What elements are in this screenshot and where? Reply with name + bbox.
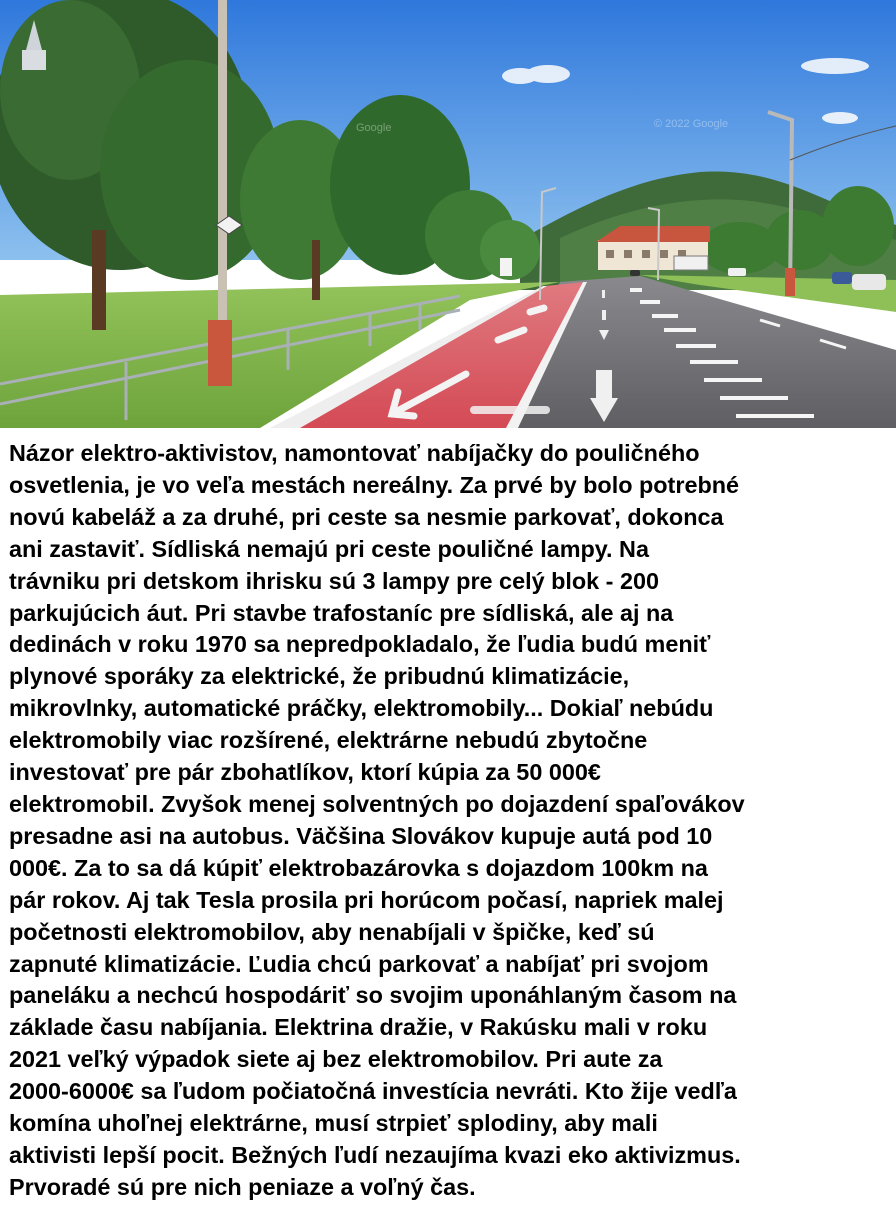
street-photo — [0, 0, 896, 428]
street-photo-drawing — [0, 0, 896, 428]
caption-text: Názor elektro-aktivistov, namontovať nabíjačky do pouličného osvetlenia, je vo veľa mestách nereálny. Za prvé by bolo potrebné novú kabeláž a za druhé, pri ceste sa nesmie parkovať, dokonca ani zastaviť. Sídliská nemajú pri ceste pouličné lampy. Na trávniku pri detskom ihrisku sú 3 lampy pre celý blok - 200 parkujúcich áut. Pri stavbe trafostaníc pre sídliská, ale aj na dedinách v roku 1970 sa nepredpokladalo, že ľudia budú meniť plynové sporáky za elektrické, že pribudnú klimatizácie, mikrovlnky, automatické práčky, elektromobily... Dokiaľ nebúdu elektromobily viac rozšírené, elektrárne nebudú zbytočne investovať pre pár zbohatlíkov, ktorí kúpia za 50 000€ elektromobil. Zvyšok menej solventných po dojazdení spaľovákov presadne asi na autobus. Väčšina Slovákov kupuje autá pod 10 000€. Za to sa dá kúpiť elektrobazárovka s dojazdom 100km na pár rokov. Aj tak Tesla prosila pri horúcom počasí, napriek malej početnosti elektromobilov, aby nenabíjali v špičke, keď sú zapnuté klimatizácie. Ľudia chcú parkovať a nabíjať pri svojom paneláku a nechcú hospodáriť so svojim uponáhlaným časom na základe času nabíjania. Elektrina dražie, v Rakúsku mali v roku 2021 veľký výpadok siete aj bez elektromobilov. Pri aute za 2000-6000€ sa ľudom počiatočná investícia nevráti. Kto žije vedľa komína uhoľnej elektrárne, musí strpieť splodiny, aby mali aktivisti lepší pocit. Bežných ľudí nezaujíma kvazi eko aktivizmus. Prvoradé sú pre nich peniaze a voľný čas. — [9, 440, 745, 1200]
photo-watermark-copyright: © 2022 Google — [654, 118, 729, 130]
photo-watermark: Google — [356, 122, 392, 134]
